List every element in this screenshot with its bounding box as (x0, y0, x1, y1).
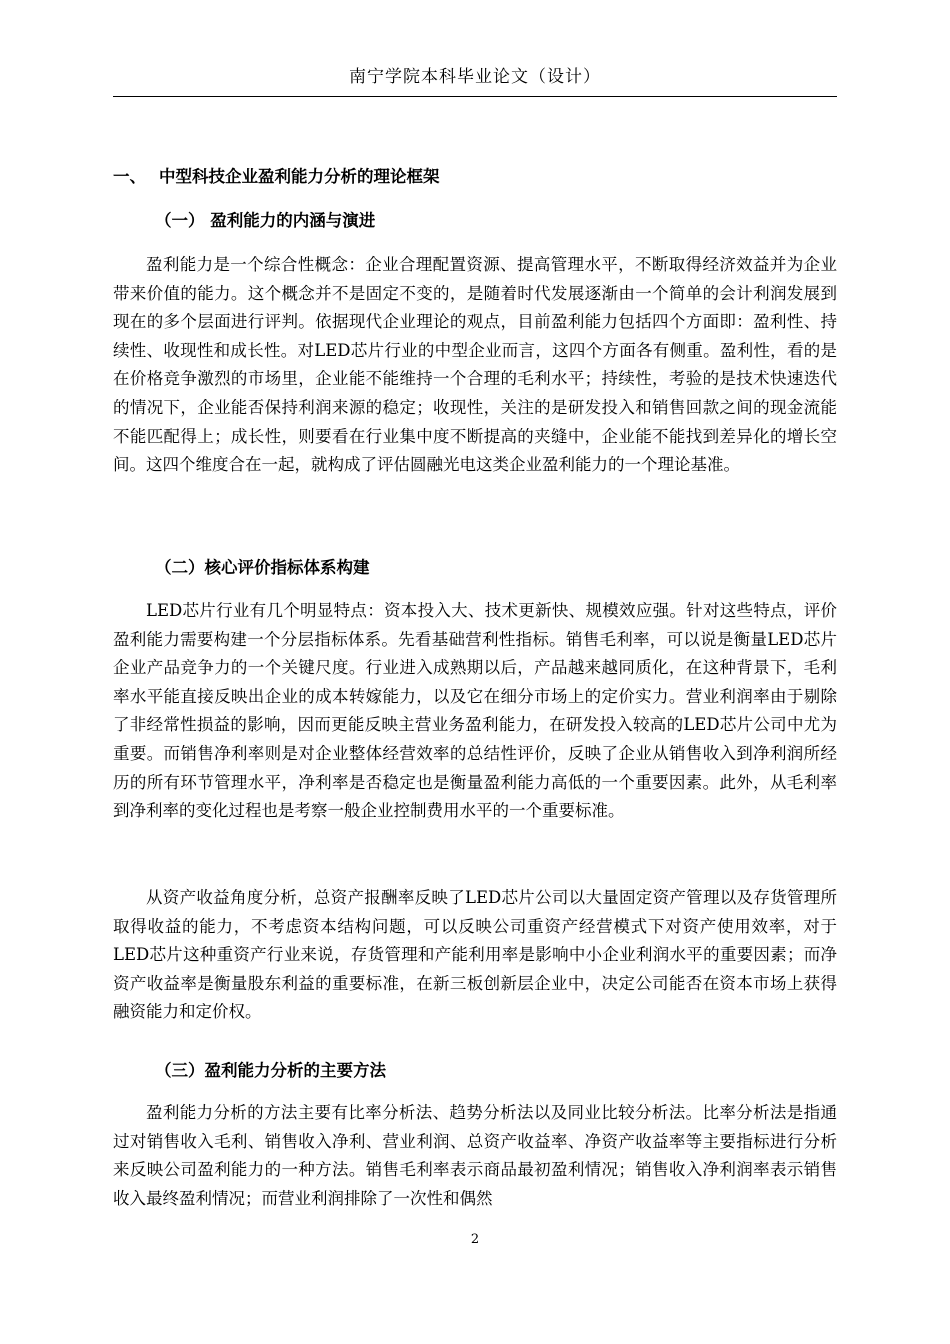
header-divider (113, 96, 837, 97)
page-header-title: 南宁学院本科毕业论文（设计） (349, 67, 601, 87)
subsection-heading-3: （三）盈利能力分析的主要方法 (155, 1061, 386, 1080)
section-number: 一、 (113, 167, 146, 186)
paragraph: 盈利能力分析的方法主要有比率分析法、趋势分析法以及同业比较分析法。比率分析法是指通过对销售收入毛利、销售收入净利、营业利润、总资产收益率、净资产收益率等主要指标进行分析来反映公司盈利能力的一种方法。销售毛利率表示商品最初盈利情况；销售收入净利润率表示销售收入最终盈利情况；而营业利润排除了一次性和偶然 (113, 1103, 837, 1208)
section-title: 中型科技企业盈利能力分析的理论框架 (159, 167, 440, 186)
paragraph: 盈利能力是一个综合性概念：企业合理配置资源、提高管理水平，不断取得经济效益并为企业带来价值的能力。这个概念并不是固定不变的，是随着时代发展逐渐由一个简单的会计利润发展到现在的多个层面进行评判。依据现代企业理论的观点，目前盈利能力包括四个方面即：盈利性、持续性、收现性和成长性。对LED芯片行业的中型企业而言，这四个方面各有侧重。盈利性，看的是在价格竞争激烈的市场里，企业能不能维持一个合理的毛利水平；持续性，考验的是技术快速迭代的情况下，企业能否保持利润来源的稳定；收现性，关注的是研发投入和销售回款之间的现金流能不能匹配得上；成长性，则要看在行业集中度不断提高的夹缝中，企业能不能找到差异化的增长空间。这四个维度合在一起，就构成了评估圆融光电这类企业盈利能力的一个理论基准。 (113, 255, 837, 475)
paragraph: LED芯片行业有几个明显特点：资本投入大、技术更新快、规模效应强。针对这些特点，评价盈利能力需要构建一个分层指标体系。先看基础营利性指标。销售毛利率，可以说是衡量LED芯片企业产品竞争力的一个关键尺度。行业进入成熟期以后，产品越来越同质化，在这种背景下，毛利率水平能直接反映出企业的成本转嫁能力，以及它在细分市场上的定价实力。营业利润率由于剔除了非经常性损益的影响，因而更能反映主营业务盈利能力，在研发投入较高的LED芯片公司中尤为重要。而销售净利率则是对企业整体经营效率的总结性评价，反映了企业从销售收入到净利润所经历的所有环节管理水平，净利率是否稳定也是衡量盈利能力高低的一个重要因素。此外，从毛利率到净利率的变化过程也是考察一般企业控制费用水平的一个重要标准。 (113, 601, 837, 821)
subsection-heading-2: （二）核心评价指标体系构建 (155, 558, 370, 577)
page-number: 2 (470, 1232, 480, 1247)
paragraph: 从资产收益角度分析，总资产报酬率反映了LED芯片公司以大量固定资产管理以及存货管理所取得收益的能力，不考虑资本结构问题，可以反映公司重资产经营模式下对资产使用效率，对于LED芯片这种重资产行业来说，存货管理和产能利用率是影响中小企业利润水平的重要因素；而净资产收益率是衡量股东利益的重要标准，在新三板创新层企业中，决定公司能否在资本市场上获得融资能力和定价权。 (113, 888, 837, 1022)
section-heading (113, 163, 440, 187)
subsection-heading-1: （一） 盈利能力的内涵与演进 (155, 211, 376, 230)
